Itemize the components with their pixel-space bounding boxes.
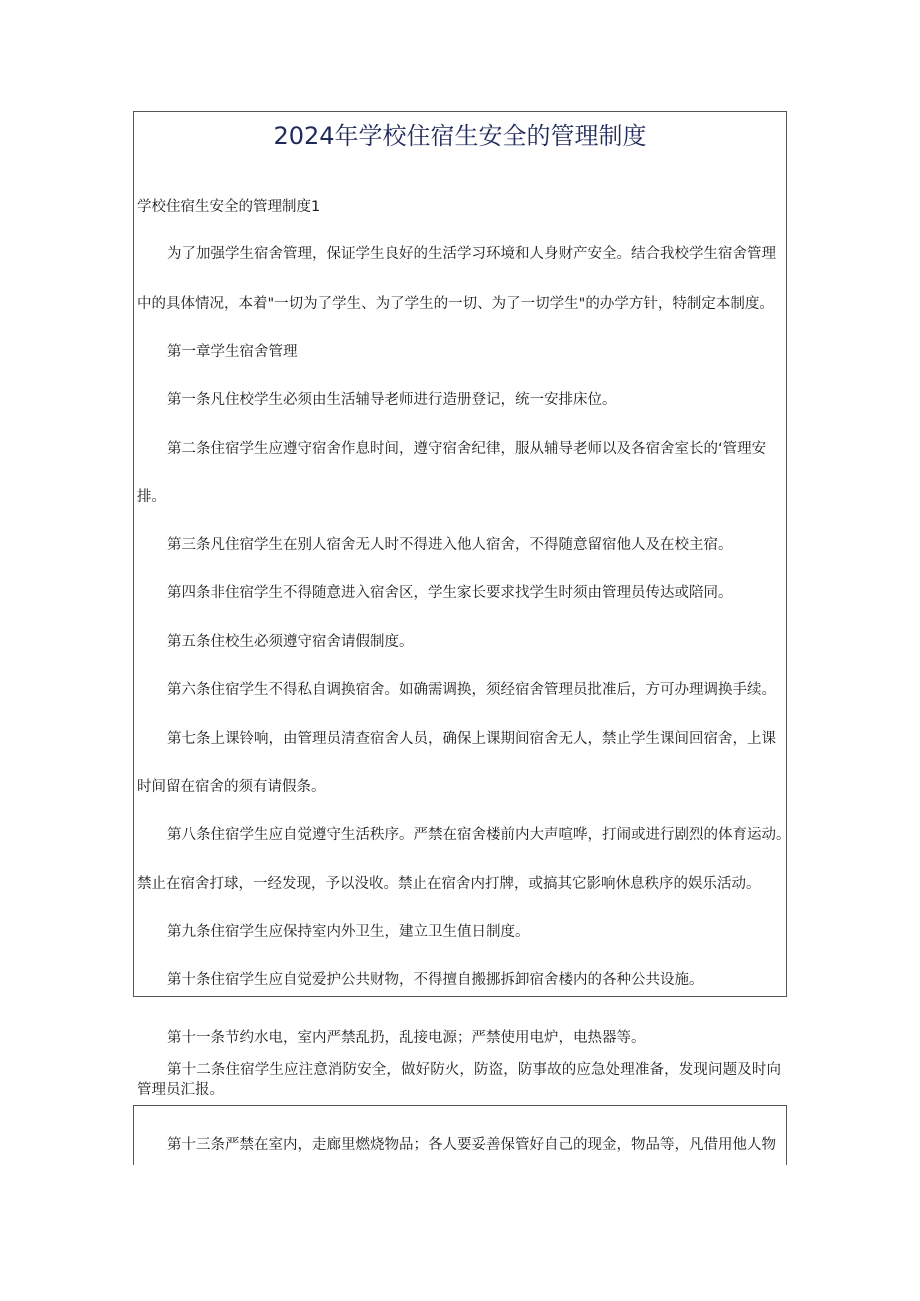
document-title: 2024年学校住宿生安全的管理制度	[273, 122, 647, 150]
paragraph-line: 中的具体情况，本着"一切为了学生、为了学生的一切、为了一切学生"的办学方针，特制定本制度。	[137, 296, 774, 312]
paragraph: 第十二条住宿学生应注意消防安全，做好防火，防盗，防事故的应急处理准备，发现问题及时向管理员汇报。	[137, 1062, 781, 1098]
paragraph-line: 禁止在宿舍打球，一经发现，予以没收。禁止在宿舍内打牌，或搞其它影响休息秩序的娱乐活动。	[137, 876, 761, 892]
chapter-heading: 第一章学生宿舍管理	[167, 344, 298, 360]
paragraph-line: 第七条上课铃响，由管理员清查宿舍人员，确保上课期间宿舍无人，禁止学生课间回宿舍，上课	[167, 731, 776, 747]
paragraph-line: 第三条凡住宿学生在别人宿舍无人时不得进入他人宿舍，不得随意留宿他人及在校主宿。	[167, 537, 733, 553]
paragraph-line: 第八条住宿学生应自觉遵守生活秩序。严禁在宿舍楼前内大声喧哗，打闹或进行剧烈的体育运动。	[167, 827, 791, 843]
paragraph-line: 为了加强学生宿舍管理，保证学生良好的生活学习环境和人身财产安全。结合我校学生宿舍管理	[167, 246, 776, 262]
paragraph-line: 排。	[137, 489, 166, 505]
paragraph-line: 第四条非住宿学生不得随意进入宿舍区，学生家长要求找学生时须由管理员传达或陪同。	[167, 585, 733, 601]
paragraph-line: 第六条住宿学生不得私自调换宿舍。如确需调换，须经宿舍管理员批准后，方可办理调换手续。	[167, 682, 776, 698]
paragraph-line: 第九条住宿学生应保持室内外卫生，建立卫生值日制度。	[167, 924, 530, 940]
section-heading: 学校住宿生安全的管理制度1	[137, 199, 321, 215]
paragraph-line: 第五条住校生必须遵守宿舍请假制度。	[167, 634, 414, 650]
paragraph-line: 第一条凡住校学生必须由生活辅导老师进行造册登记，统一安排床位。	[167, 392, 617, 408]
paragraph-line: 第二条住宿学生应遵守宿舍作息时间，遵守宿舍纪律，服从辅导老师以及各宿舍室长的‘管理安	[167, 441, 767, 457]
paragraph-line: 时间留在宿舍的须有请假条。	[137, 779, 326, 795]
paragraph-line: 第十一条节约水电，室内严禁乱扔，乱接电源；严禁使用电炉，电热器等。	[167, 1030, 646, 1046]
paragraph-line: 第十三条严禁在室内，走廊里燃烧物品；各人要妥善保管好自己的现金，物品等，凡借用他人物	[167, 1137, 776, 1153]
paragraph-line: 第十条住宿学生应自觉爱护公共财物，不得擅自搬挪拆卸宿舍楼内的各种公共设施。	[167, 972, 704, 988]
